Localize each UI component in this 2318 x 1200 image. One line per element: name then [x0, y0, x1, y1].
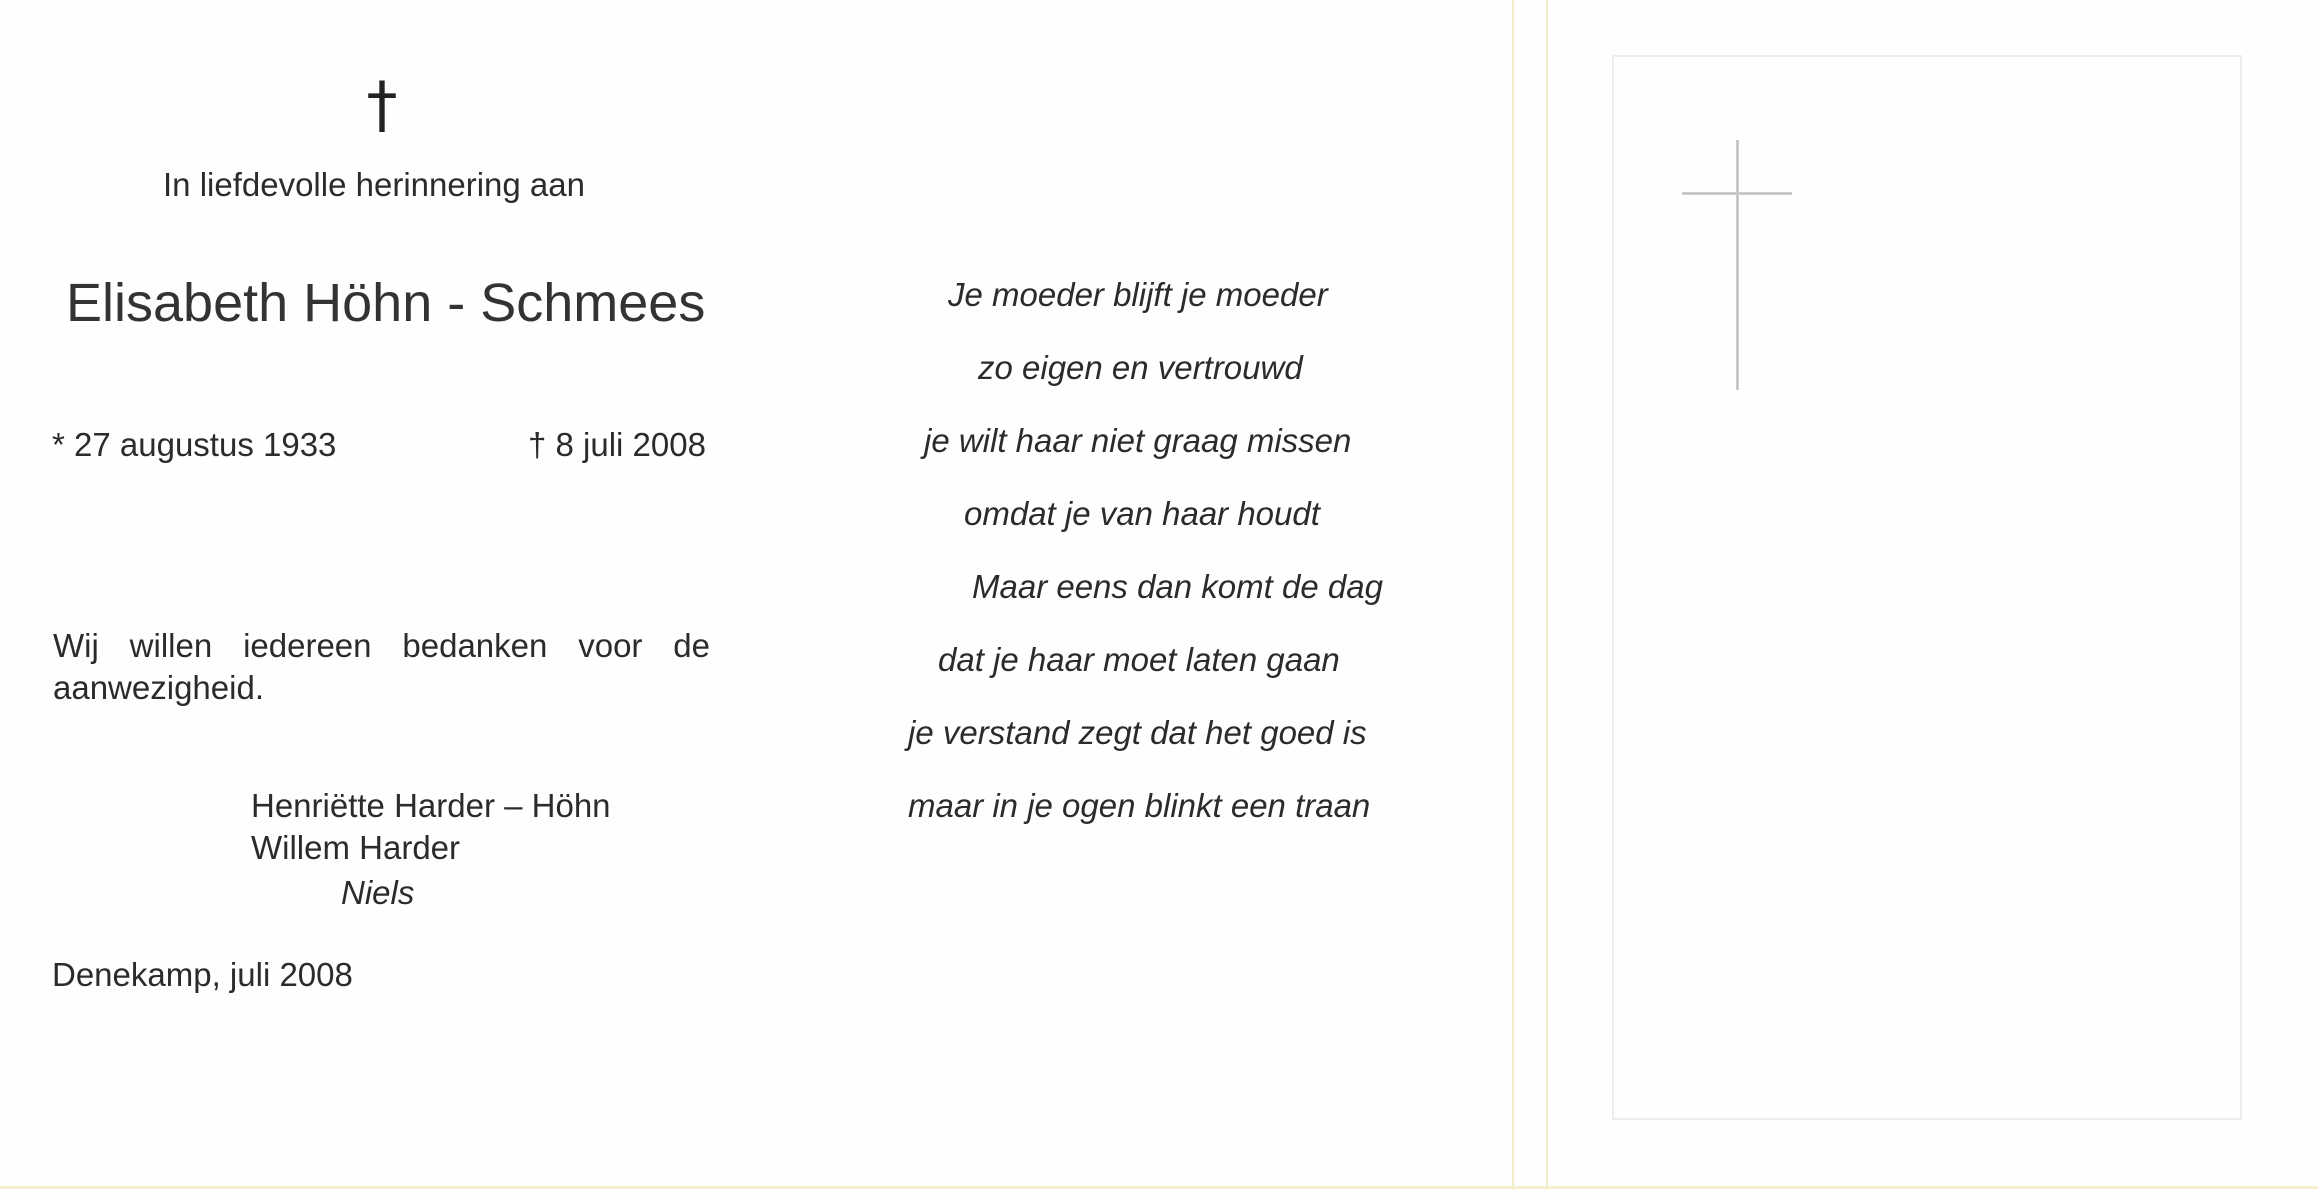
- poem-line: je wilt haar niet graag missen: [924, 422, 1352, 459]
- signatory: Henriëtte Harder – Höhn: [251, 787, 611, 824]
- poem-line: je verstand zegt dat het goed is: [908, 714, 1367, 751]
- card-bottom-edge: [0, 1186, 2318, 1189]
- poem-line: maar in je ogen blinkt een traan: [908, 787, 1371, 824]
- poem-line: Maar eens dan komt de dag: [972, 568, 1383, 605]
- poem-line: Je moeder blijft je moeder: [948, 276, 1328, 313]
- poem-line: omdat je van haar houdt: [964, 495, 1320, 532]
- silver-cross-horizontal-bar: [1682, 192, 1792, 195]
- silver-cross-vertical-bar: [1736, 140, 1739, 390]
- card-fold-line-right: [1546, 0, 1548, 1190]
- cover-panel: [1612, 55, 2242, 1120]
- signatory: Willem Harder: [251, 829, 461, 866]
- intro-text: In liefdevolle herinnering aan: [163, 166, 585, 203]
- signatory: Niels: [341, 874, 415, 911]
- deceased-name: Elisabeth Höhn - Schmees: [66, 273, 706, 333]
- thank-you-text: Wij willen iedereen bedanken voor de aanwezigheid.: [53, 627, 710, 706]
- poem-line: dat je haar moet laten gaan: [938, 641, 1340, 678]
- card-fold-line-left: [1512, 0, 1514, 1190]
- latin-cross-icon: †: [366, 68, 398, 141]
- birth-date: * 27 augustus 1933: [52, 426, 337, 463]
- death-date: † 8 juli 2008: [528, 426, 706, 463]
- place-date: Denekamp, juli 2008: [52, 956, 353, 993]
- poem-line: zo eigen en vertrouwd: [978, 349, 1303, 386]
